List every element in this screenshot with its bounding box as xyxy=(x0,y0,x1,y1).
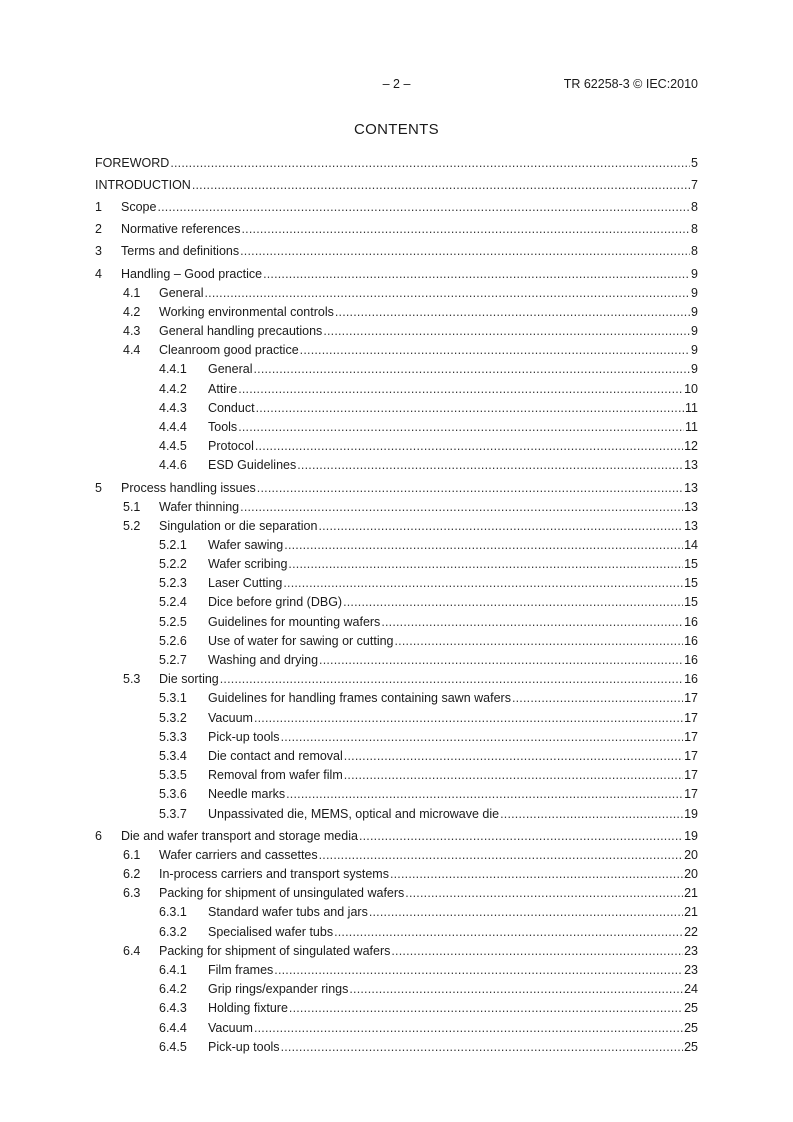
toc-entry[interactable] xyxy=(95,709,698,728)
toc-entry-page: 13 xyxy=(684,458,698,473)
toc-entry-number: 4.4.3 xyxy=(159,400,187,415)
dot-leader xyxy=(274,961,683,980)
toc-entry-page: 17 xyxy=(684,748,698,763)
toc-entry-number: 6.3.1 xyxy=(159,905,187,920)
toc-entry-number: 6.1 xyxy=(123,847,141,862)
toc-entry-page: 19 xyxy=(684,828,698,843)
toc-entry-page: 16 xyxy=(684,672,698,687)
toc-entry-page: 21 xyxy=(684,886,698,901)
toc-entry-number: 4.2 xyxy=(123,304,141,319)
toc-entry-number: 6.4 xyxy=(123,943,141,958)
toc-entry-number: 5.3.1 xyxy=(159,691,187,706)
dot-leader xyxy=(254,1019,683,1038)
dot-leader xyxy=(170,154,690,173)
toc-entry-title: Pick-up tools xyxy=(208,729,280,744)
toc-entry[interactable] xyxy=(95,728,698,747)
toc-entry-title: Dice before grind (DBG) xyxy=(208,595,343,610)
toc-entry-page: 11 xyxy=(685,400,698,415)
toc-entry-number: 6.4.3 xyxy=(159,1001,187,1016)
toc-entry-page: 9 xyxy=(691,343,698,358)
toc-entry-page: 16 xyxy=(684,614,698,629)
toc-entry-title: Standard wafer tubs and jars xyxy=(208,905,368,920)
dot-leader xyxy=(192,176,690,195)
toc-entry-title: Packing for shipment of singulated wafers xyxy=(159,943,391,958)
toc-entry-page: 16 xyxy=(684,633,698,648)
toc-entry-page: 13 xyxy=(684,499,698,514)
toc-entry[interactable] xyxy=(95,632,698,651)
toc-entry-title: Die contact and removal xyxy=(208,748,343,763)
dot-leader xyxy=(343,593,683,612)
dot-leader xyxy=(238,418,684,437)
toc-entry-title: In-process carriers and transport systems xyxy=(159,867,389,881)
toc-entry[interactable] xyxy=(95,961,698,980)
toc-entry-page: 7 xyxy=(691,178,698,193)
toc-entry-number: 4 xyxy=(95,266,102,281)
dot-leader xyxy=(238,380,683,399)
toc-entry-title: Needle marks xyxy=(208,787,286,802)
toc-entry-title: Working environmental controls xyxy=(159,304,334,319)
toc-entry-title: Unpassivated die, MEMS, optical and microwave die xyxy=(208,806,500,821)
toc-entry[interactable] xyxy=(95,456,698,475)
toc-entry[interactable] xyxy=(95,517,698,536)
toc-entry-number: 5.2.1 xyxy=(159,537,187,552)
toc-entry-title: Attire xyxy=(208,381,238,396)
toc-entry[interactable] xyxy=(95,827,698,846)
toc-entry-page: 16 xyxy=(684,653,698,668)
toc-entry-page: 9 xyxy=(691,323,698,338)
toc-entry-page: 8 xyxy=(691,200,698,215)
dot-leader xyxy=(319,651,683,670)
toc-entry-title: Singulation or die separation xyxy=(159,518,318,533)
toc-entry-page: 21 xyxy=(684,905,698,920)
toc-entry-title: Grip rings/expander rings xyxy=(208,982,349,997)
toc-entry-page: 23 xyxy=(684,943,698,958)
toc-entry-title: Protocol xyxy=(208,439,254,454)
toc-entry-title: General handling precautions xyxy=(159,323,323,338)
toc-entry-page: 17 xyxy=(684,729,698,744)
toc-entry[interactable] xyxy=(95,1019,698,1038)
toc-entry-page: 25 xyxy=(684,1039,698,1054)
toc-entry[interactable] xyxy=(95,418,698,437)
toc-entry[interactable] xyxy=(95,176,698,195)
dot-leader xyxy=(255,437,683,456)
dot-leader xyxy=(254,709,683,728)
toc-entry-number: 5.3.7 xyxy=(159,806,187,821)
toc-entry-number: 4.3 xyxy=(123,323,141,338)
dot-leader xyxy=(256,399,684,418)
dot-leader xyxy=(281,728,684,747)
toc-entry-page: 20 xyxy=(684,847,698,862)
toc-entry-title: Normative references xyxy=(121,222,241,237)
toc-entry-title: Terms and definitions xyxy=(121,244,240,259)
dot-leader xyxy=(500,805,683,824)
document-id: TR 62258-3 © IEC:2010 xyxy=(563,77,698,91)
toc-entry-number: 6.2 xyxy=(123,867,141,881)
toc-entry-number: 6.4.2 xyxy=(159,982,187,997)
toc-entry-number: 5.2.4 xyxy=(159,595,187,610)
dot-leader xyxy=(381,613,683,632)
toc-entry-number: 5.2.2 xyxy=(159,557,187,572)
toc-entry-page: 15 xyxy=(684,595,698,610)
toc-entry-page: 15 xyxy=(684,557,698,572)
toc-entry[interactable] xyxy=(95,303,698,322)
dot-leader xyxy=(391,942,683,961)
toc-entry-number: 5.3.3 xyxy=(159,729,187,744)
dot-leader xyxy=(257,479,683,498)
toc-entry[interactable] xyxy=(95,198,698,217)
toc-entry-number: 6 xyxy=(95,828,102,843)
toc-entry[interactable] xyxy=(95,154,698,173)
toc-entry-number: 5.3.2 xyxy=(159,710,187,725)
toc-entry-page: 9 xyxy=(691,362,698,377)
toc-entry[interactable] xyxy=(95,805,698,824)
toc-entry-number: 5.3.4 xyxy=(159,748,187,763)
dot-leader xyxy=(369,903,683,922)
toc-entry-number: 3 xyxy=(95,244,102,259)
toc-entry[interactable] xyxy=(95,220,698,239)
toc-entry-title: Guidelines for handling frames containing sawn wafers xyxy=(208,691,511,706)
toc-entry[interactable] xyxy=(95,437,698,456)
toc-entry-page: 14 xyxy=(684,537,698,552)
dot-leader xyxy=(334,923,683,942)
dot-leader xyxy=(395,632,684,651)
toc-entry-number: 4.4.2 xyxy=(159,381,187,396)
toc-entry[interactable] xyxy=(95,265,698,284)
toc-entry-number: 4.4.6 xyxy=(159,458,187,473)
toc-entry-title: Vacuum xyxy=(208,1020,253,1035)
toc-entry-number: 4.4 xyxy=(123,343,141,358)
toc-entry-page: 17 xyxy=(684,768,698,783)
dot-leader xyxy=(359,827,683,846)
toc-entry-number: 4.1 xyxy=(123,285,141,300)
dot-leader xyxy=(286,785,683,804)
toc-entry-title: Packing for shipment of unsingulated wafers xyxy=(159,886,405,901)
dot-leader xyxy=(390,865,683,884)
dot-leader xyxy=(204,284,690,303)
toc-entry-title: Process handling issues xyxy=(121,480,256,495)
dot-leader xyxy=(240,498,683,517)
toc-entry[interactable] xyxy=(95,689,698,708)
dot-leader xyxy=(344,766,683,785)
toc-entry-title: Removal from wafer film xyxy=(208,768,343,783)
dot-leader xyxy=(253,360,690,379)
toc-entry-number: 6.3 xyxy=(123,886,141,901)
toc-entry-title: Use of water for sawing or cutting xyxy=(208,633,394,648)
toc-entry-page: 13 xyxy=(684,480,698,495)
toc-entry[interactable] xyxy=(95,846,698,865)
toc-entry-page: 19 xyxy=(684,806,698,821)
toc-entry-title: General xyxy=(159,285,204,300)
toc-entry[interactable] xyxy=(95,747,698,766)
toc-entry-title: Tools xyxy=(208,419,238,434)
dot-leader xyxy=(323,322,690,341)
toc-entry[interactable] xyxy=(95,865,698,884)
toc-entry-number: 6.4.5 xyxy=(159,1039,187,1054)
toc-entry-title: Wafer thinning xyxy=(159,499,240,514)
page-number: – 2 – xyxy=(382,77,411,91)
table-of-contents xyxy=(95,151,698,1057)
toc-entry-number: 5.2.6 xyxy=(159,633,187,648)
toc-entry[interactable] xyxy=(95,341,698,360)
toc-entry-page: 25 xyxy=(684,1020,698,1035)
toc-entry[interactable] xyxy=(95,942,698,961)
toc-entry[interactable] xyxy=(95,284,698,303)
toc-entry-number: 2 xyxy=(95,222,102,237)
toc-entry-title: Cleanroom good practice xyxy=(159,343,299,358)
toc-entry-number: 5.2.7 xyxy=(159,653,187,668)
dot-leader xyxy=(220,670,683,689)
toc-entry-number: 6.3.2 xyxy=(159,924,187,939)
dot-leader xyxy=(512,689,683,708)
toc-entry-number: 6.4.1 xyxy=(159,962,187,977)
toc-entry-title: General xyxy=(208,362,253,377)
toc-entry-page: 17 xyxy=(684,691,698,706)
toc-entry[interactable] xyxy=(95,923,698,942)
toc-entry-number: 5.1 xyxy=(123,499,141,514)
toc-entry-title: Die sorting xyxy=(159,672,219,687)
toc-entry-title: Laser Cutting xyxy=(208,576,283,591)
toc-entry[interactable] xyxy=(95,399,698,418)
toc-entry-page: 24 xyxy=(684,982,698,997)
dot-leader xyxy=(318,517,683,536)
dot-leader xyxy=(284,536,683,555)
page-title: CONTENTS xyxy=(354,121,439,138)
toc-entry-number: 4.4.4 xyxy=(159,419,187,434)
toc-entry-number: 5.3.5 xyxy=(159,768,187,783)
dot-leader xyxy=(344,747,683,766)
toc-entry[interactable] xyxy=(95,380,698,399)
dot-leader xyxy=(281,1038,684,1057)
toc-entry[interactable] xyxy=(95,670,698,689)
toc-entry[interactable] xyxy=(95,593,698,612)
toc-entry-title: ESD Guidelines xyxy=(208,458,297,473)
toc-entry-page: 12 xyxy=(684,439,698,454)
toc-entry[interactable] xyxy=(95,360,698,379)
toc-entry-title: FOREWORD xyxy=(95,156,170,171)
toc-entry-number: 5.2.3 xyxy=(159,576,187,591)
toc-entry-title: Vacuum xyxy=(208,710,253,725)
toc-entry[interactable] xyxy=(95,574,698,593)
toc-entry-number: 4.4.1 xyxy=(159,362,187,377)
toc-entry-title: Wafer sawing xyxy=(208,537,284,552)
toc-entry[interactable] xyxy=(95,980,698,999)
toc-entry-title: Scope xyxy=(121,200,157,215)
toc-entry-page: 10 xyxy=(684,381,698,396)
toc-entry-page: 9 xyxy=(691,266,698,281)
toc-entry-number: 5.3 xyxy=(123,672,141,687)
dot-leader xyxy=(319,846,683,865)
toc-entry[interactable] xyxy=(95,651,698,670)
toc-entry[interactable] xyxy=(95,785,698,804)
toc-entry[interactable] xyxy=(95,613,698,632)
toc-entry-page: 9 xyxy=(691,304,698,319)
toc-entry-page: 23 xyxy=(684,962,698,977)
dot-leader xyxy=(157,198,690,217)
toc-entry-title: Film frames xyxy=(208,962,274,977)
toc-entry[interactable] xyxy=(95,903,698,922)
toc-entry-number: 5.2.5 xyxy=(159,614,187,629)
toc-entry-page: 15 xyxy=(684,576,698,591)
toc-entry[interactable] xyxy=(95,766,698,785)
toc-entry-page: 5 xyxy=(691,156,698,171)
toc-entry-title: Wafer carriers and cassettes xyxy=(159,847,318,862)
toc-entry[interactable] xyxy=(95,884,698,903)
toc-entry-page: 17 xyxy=(684,787,698,802)
toc-entry-title: Die and wafer transport and storage media xyxy=(121,828,358,843)
toc-entry[interactable] xyxy=(95,242,698,261)
toc-entry-page: 8 xyxy=(691,222,698,237)
toc-entry[interactable] xyxy=(95,555,698,574)
toc-entry-page: 11 xyxy=(685,419,698,434)
dot-leader xyxy=(335,303,690,322)
toc-entry-page: 20 xyxy=(684,867,698,881)
dot-leader xyxy=(349,980,683,999)
toc-entry[interactable] xyxy=(95,536,698,555)
toc-entry-title: Conduct xyxy=(208,400,255,415)
toc-entry-title: Guidelines for mounting wafers xyxy=(208,614,381,629)
toc-entry[interactable] xyxy=(95,999,698,1018)
toc-entry[interactable] xyxy=(95,322,698,341)
toc-entry-page: 13 xyxy=(684,518,698,533)
toc-entry-number: 6.4.4 xyxy=(159,1020,187,1035)
toc-entry[interactable] xyxy=(95,498,698,517)
toc-entry-page: 17 xyxy=(684,710,698,725)
dot-leader xyxy=(242,220,691,239)
dot-leader xyxy=(283,574,683,593)
toc-entry-page: 9 xyxy=(691,285,698,300)
dot-leader xyxy=(263,265,690,284)
toc-entry-page: 8 xyxy=(691,244,698,259)
dot-leader xyxy=(288,555,683,574)
toc-entry-title: Pick-up tools xyxy=(208,1039,280,1054)
toc-entry-title: INTRODUCTION xyxy=(95,178,191,193)
toc-entry-page: 22 xyxy=(684,924,698,939)
dot-leader xyxy=(300,341,690,360)
toc-entry-page: 25 xyxy=(684,1001,698,1016)
toc-entry-number: 4.4.5 xyxy=(159,439,187,454)
toc-entry-title: Handling – Good practice xyxy=(121,266,263,281)
toc-entry-title: Wafer scribing xyxy=(208,557,288,572)
dot-leader xyxy=(297,456,683,475)
toc-entry-title: Specialised wafer tubs xyxy=(208,924,334,939)
dot-leader xyxy=(240,242,690,261)
toc-entry[interactable] xyxy=(95,1038,698,1057)
toc-entry-title: Holding fixture xyxy=(208,1001,288,1016)
toc-entry-number: 5 xyxy=(95,480,102,495)
toc-entry-number: 1 xyxy=(95,200,102,215)
toc-entry-number: 5.3.6 xyxy=(159,787,187,802)
toc-entry[interactable] xyxy=(95,479,698,498)
dot-leader xyxy=(289,999,683,1018)
dot-leader xyxy=(405,884,683,903)
toc-entry-title: Washing and drying xyxy=(208,653,319,668)
toc-entry-number: 5.2 xyxy=(123,518,141,533)
